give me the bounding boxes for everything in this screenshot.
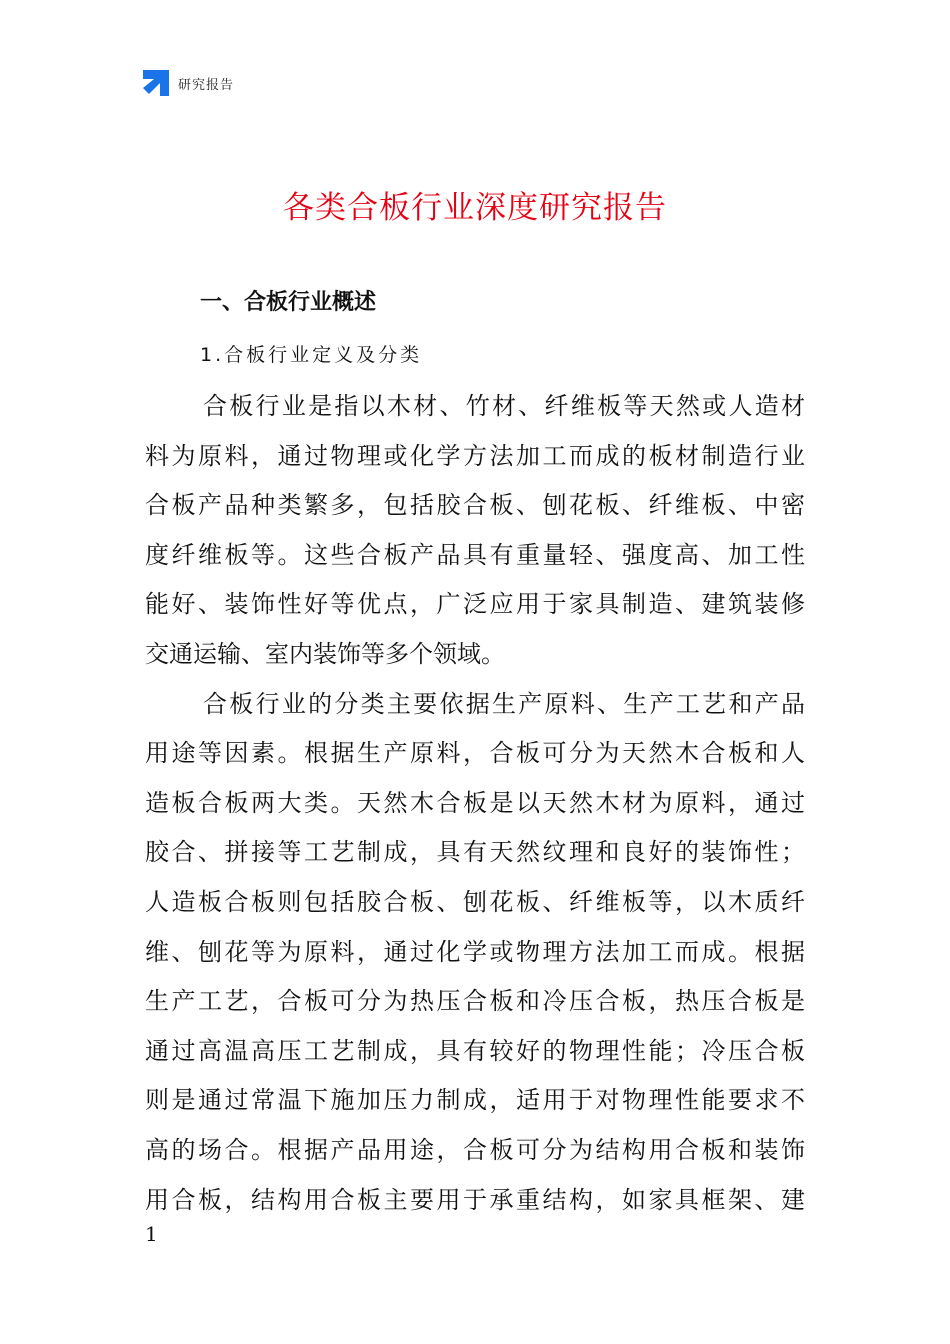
paragraph-line: 度纤维板等。这些合板产品具有重量轻、强度高、加工性 (145, 540, 805, 569)
paragraph-line: 合板行业是指以木材、竹材、纤维板等天然或人造材 (203, 392, 805, 420)
paragraph-line: 料为原料，通过物理或化学方法加工而成的板材制造行业 (145, 441, 805, 470)
paragraph-line: 生产工艺，合板可分为热压合板和冷压合板，热压合板是 (145, 987, 805, 1016)
logo-arrow-icon (143, 70, 169, 96)
paragraph-line: 用途等因素。根据生产原料，合板可分为天然木合板和人 (145, 739, 805, 768)
section-heading: 一、合板行业概述 (200, 290, 377, 315)
page-header (143, 70, 234, 96)
body-text (145, 382, 805, 1225)
paragraph-line: 高的场合。根据产品用途，合板可分为结构用合板和装饰 (145, 1135, 805, 1164)
document-title: 各类合板行业深度研究报告 (283, 190, 667, 226)
paragraph-line: 维、刨花等为原料，通过化学或物理方法加工而成。根据 (145, 937, 805, 966)
paragraph-line: 用合板，结构用合板主要用于承重结构，如家具框架、建 (145, 1185, 805, 1214)
paragraph-line: 合板行业的分类主要依据生产原料、生产工艺和产品 (203, 689, 805, 718)
header-label: 研究报告 (178, 77, 235, 93)
page-number: 1 (145, 1222, 158, 1246)
paragraph-line: 人造板合板则包括胶合板、刨花板、纤维板等，以木质纤 (145, 887, 805, 916)
paragraph-line: 通过高温高压工艺制成，具有较好的物理性能；冷压合板 (145, 1036, 805, 1065)
paragraph-line: 造板合板两大类。天然木合板是以天然木材为原料，通过 (145, 788, 805, 817)
paragraph-line: 能好、装饰性好等优点，广泛应用于家具制造、建筑装修 (145, 590, 805, 619)
paragraph-line: 合板产品种类繁多，包括胶合板、刨花板、纤维板、中密 (145, 491, 805, 520)
paragraph-line: 交通运输、室内装饰等多个领域。 (145, 639, 505, 668)
paragraph-2 (145, 680, 805, 1226)
sub-heading: 1.合板行业定义及分类 (200, 344, 423, 366)
paragraph-line: 胶合、拼接等工艺制成，具有天然纹理和良好的装饰性； (145, 838, 805, 867)
paragraph-line: 则是通过常温下施加压力制成，适用于对物理性能要求不 (145, 1086, 805, 1115)
paragraph-1 (145, 382, 805, 680)
